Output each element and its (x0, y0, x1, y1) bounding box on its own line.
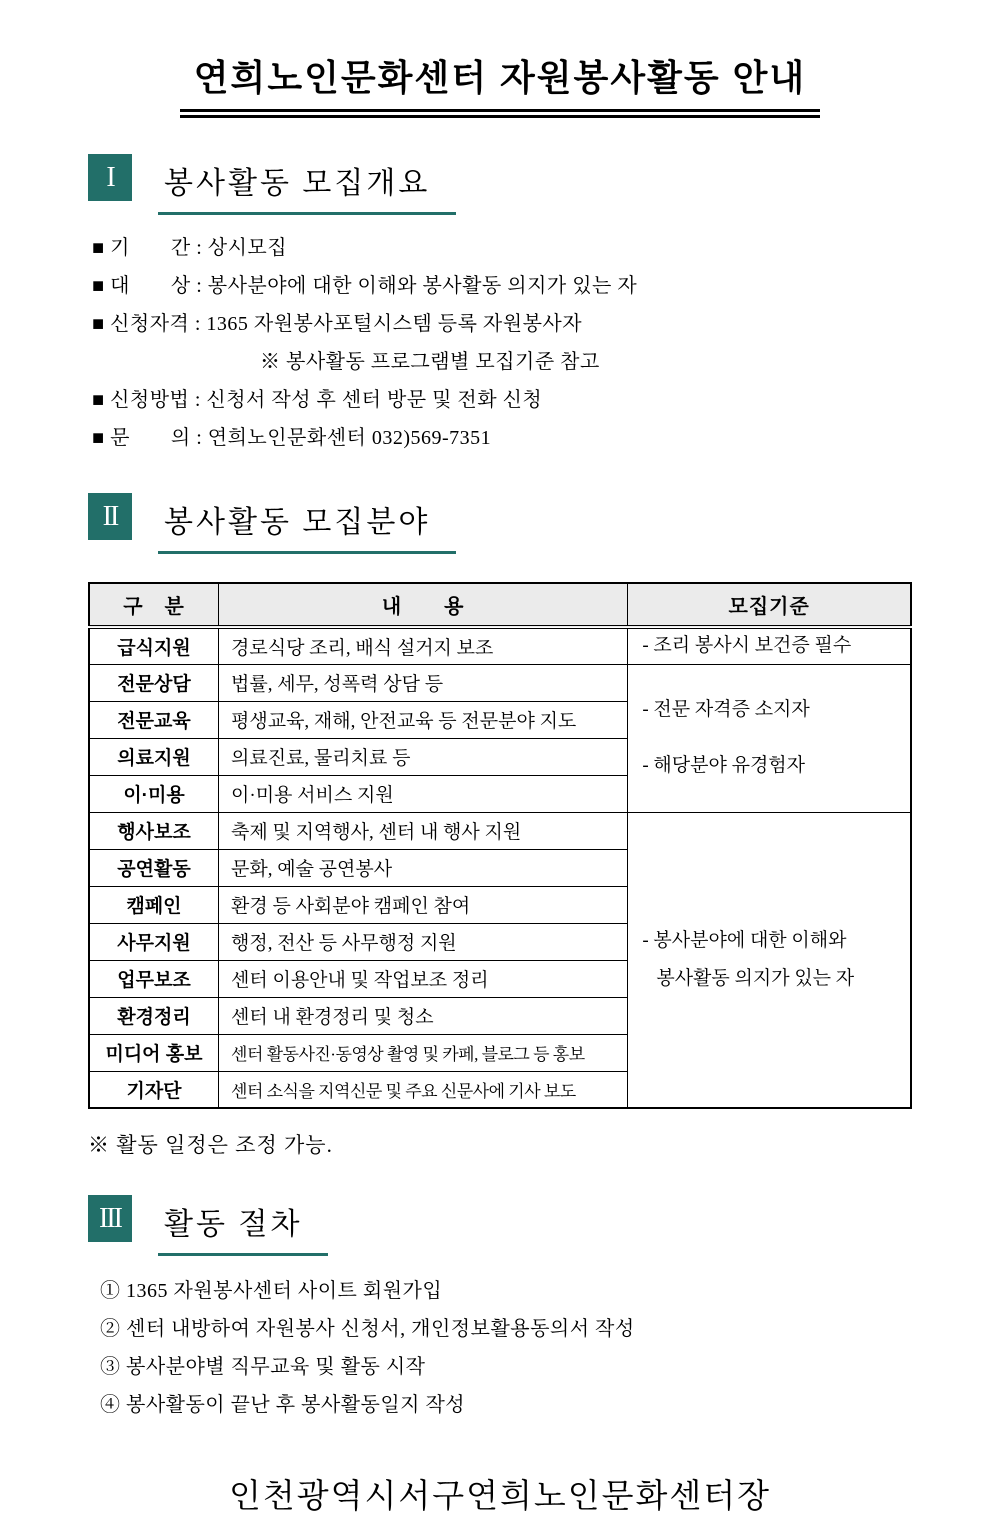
category-cell: 행사보조 (89, 812, 219, 849)
section-procedure-head (88, 1195, 912, 1256)
criteria-line: - 해당분야 유경험자 (642, 755, 806, 776)
category-cell: 업무보조 (89, 960, 219, 997)
section-overview-title: 봉사활동 모집개요 (158, 154, 456, 215)
content-cell: 이·미용 서비스 지원 (219, 775, 628, 812)
table-row (89, 627, 911, 664)
header-content: 내 용 (219, 583, 628, 627)
overview-line-qualification-note: ※ 봉사활동 프로그램별 모집기준 참고 (260, 351, 600, 373)
criteria-line: - 전문 자격증 소지자 (642, 699, 810, 720)
section-fields-title: 봉사활동 모집분야 (158, 493, 456, 554)
criteria-line: 봉사활동 의지가 있는 자 (656, 967, 855, 989)
section-procedure-numeral-badge: III (88, 1195, 132, 1242)
overview-line-period: ■ 기 간 : 상시모집 (92, 237, 288, 259)
content-cell: 환경 등 사회분야 캠페인 참여 (219, 886, 628, 923)
title-wrap (88, 50, 912, 118)
header-category: 구 분 (89, 583, 219, 627)
section-overview-head (88, 154, 912, 215)
page-title: 연희노인문화센터 자원봉사활동 안내 (180, 50, 820, 118)
content-cell: 축제 및 지역행사, 센터 내 행사 지원 (219, 812, 628, 849)
criteria-cell-expert (628, 664, 911, 812)
table-note: ※ 활동 일정은 조정 가능. (88, 1133, 333, 1157)
overview-line-target: ■ 대 상 : 봉사분야에 대한 이해와 봉사활동 의지가 있는 자 (92, 275, 638, 297)
section-fields-numeral-badge: II (88, 493, 132, 540)
category-cell: 이·미용 (89, 775, 219, 812)
procedure-step-4: ④ 봉사활동이 끝난 후 봉사활동일지 작성 (100, 1394, 466, 1416)
content-cell: 센터 이용안내 및 작업보조 정리 (219, 960, 628, 997)
category-cell: 전문상담 (89, 664, 219, 701)
procedure-step-3: ③ 봉사분야별 직무교육 및 활동 시작 (100, 1356, 426, 1378)
category-cell: 기자단 (89, 1071, 219, 1108)
content-cell: 평생교육, 재해, 안전교육 등 전문분야 지도 (219, 701, 628, 738)
section-overview-numeral-badge: I (88, 154, 132, 201)
table-row (89, 664, 911, 701)
category-cell: 급식지원 (89, 627, 219, 664)
category-cell: 환경정리 (89, 997, 219, 1034)
procedure-step-2: ② 센터 내방하여 자원봉사 신청서, 개인정보활용동의서 작성 (100, 1318, 635, 1340)
header-criteria: 모집기준 (628, 583, 911, 627)
category-cell: 전문교육 (89, 701, 219, 738)
category-cell: 사무지원 (89, 923, 219, 960)
criteria-line: - 조리 봉사시 보건증 필수 (642, 635, 852, 657)
criteria-cell-general (628, 812, 911, 1108)
criteria-cell-meal (628, 627, 911, 664)
criteria-line: - 봉사분야에 대한 이해와 (642, 929, 847, 951)
category-cell: 의료지원 (89, 738, 219, 775)
category-cell: 미디어 홍보 (89, 1034, 219, 1071)
overview-line-contact: ■ 문 의 : 연희노인문화센터 032)569-7351 (92, 427, 492, 449)
content-cell: 경로식당 조리, 배식 설거지 보조 (219, 627, 628, 664)
category-cell: 공연활동 (89, 849, 219, 886)
content-cell: 센터 내 환경정리 및 청소 (219, 997, 628, 1034)
recruit-fields-table (88, 582, 912, 1109)
section-procedure-title: 활동 절차 (158, 1195, 328, 1256)
overview-list (88, 229, 912, 457)
content-cell: 법률, 세무, 성폭력 상담 등 (219, 664, 628, 701)
content-cell: 의료진료, 물리치료 등 (219, 738, 628, 775)
overview-line-method: ■ 신청방법 : 신청서 작성 후 센터 방문 및 전화 신청 (92, 389, 543, 411)
content-cell: 센터 활동사진·동영상 촬영 및 카페, 블로그 등 홍보 (219, 1034, 628, 1071)
content-cell: 문화, 예술 공연봉사 (219, 849, 628, 886)
procedure-steps (88, 1272, 912, 1424)
overview-line-qualification: ■ 신청자격 : 1365 자원봉사포털시스템 등록 자원봉사자 (92, 313, 583, 335)
content-cell: 센터 소식을 지역신문 및 주요 신문사에 기사 보도 (219, 1071, 628, 1108)
category-cell: 캠페인 (89, 886, 219, 923)
procedure-step-1: ① 1365 자원봉사센터 사이트 회원가입 (100, 1280, 443, 1302)
footer-signature: 인천광역시서구연희노인문화센터장 (228, 1479, 772, 1515)
table-row (89, 812, 911, 849)
section-fields-head (88, 493, 912, 554)
content-cell: 행정, 전산 등 사무행정 지원 (219, 923, 628, 960)
table-header-row (89, 583, 911, 627)
